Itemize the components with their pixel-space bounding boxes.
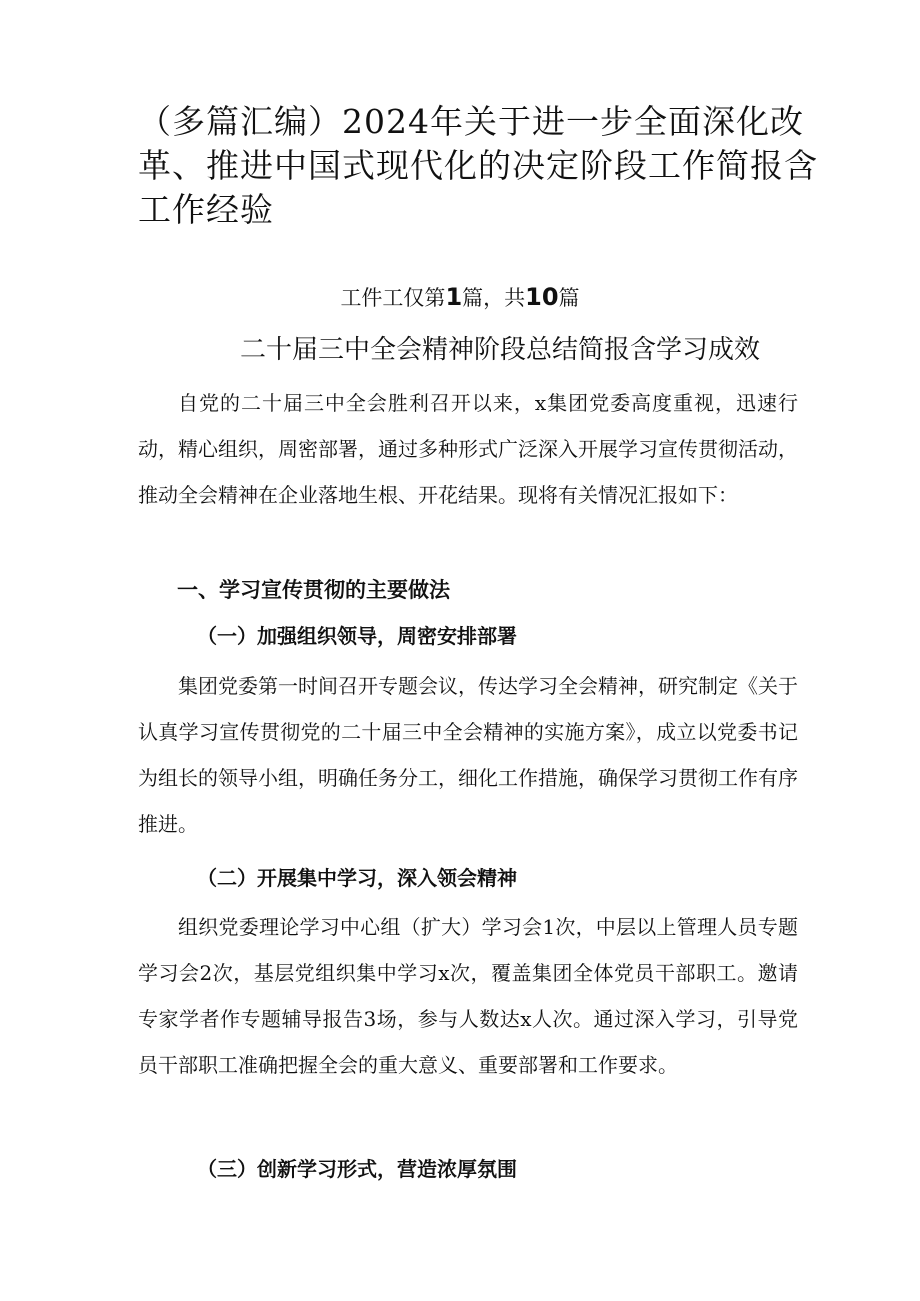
section-1-heading: 一、学习宣传贯彻的主要做法 (177, 578, 450, 602)
part-indicator (0, 282, 920, 313)
subsection-2-heading: （二）开展集中学习，深入领会精神 (197, 866, 517, 890)
document-title: （多篇汇编）2024年关于进一步全面深化改革、推进中国式现代化的决定阶段工作简报含工作经验 (138, 102, 818, 229)
part-indicator-middle: 篇，共 (462, 286, 526, 310)
article-title: 二十届三中全会精神阶段总结简报含学习成效 (240, 335, 761, 365)
part-indicator-suffix: 篇 (558, 286, 580, 310)
subsection-1-body: 集团党委第一时间召开专题会议，传达学习全会精神，研究制定《关于认真学习宣传贯彻党的二十届三中全会精神的实施方案》，成立以党委书记为组长的领导小组，明确任务分工，细化工作措施，确保学习贯彻工作有序推进。 (138, 674, 798, 836)
subsection-2-body: 组织党委理论学习中心组（扩大）学习会1次，中层以上管理人员专题学习会2次，基层党组织集中学习x次，覆盖集团全体党员干部职工。邀请专家学者作专题辅导报告3场，参与人数达x人次。通过深入学习，引导党员干部职工准确把握全会的重大意义、重要部署和工作要求。 (138, 915, 798, 1077)
intro-paragraph: 自党的二十届三中全会胜利召开以来，x集团党委高度重视，迅速行动，精心组织，周密部署，通过多种形式广泛深入开展学习宣传贯彻活动，推动全会精神在企业落地生根、开花结果。现将有关情况汇报如下： (138, 391, 798, 507)
subsection-1-heading: （一）加强组织领导，周密安排部署 (197, 624, 517, 648)
part-current-number: 1 (445, 283, 463, 311)
part-indicator-prefix: 工件工仅第 (340, 286, 446, 310)
subsection-3-heading: （三）创新学习形式，营造浓厚氛围 (197, 1157, 517, 1181)
part-total-number: 10 (525, 283, 559, 311)
